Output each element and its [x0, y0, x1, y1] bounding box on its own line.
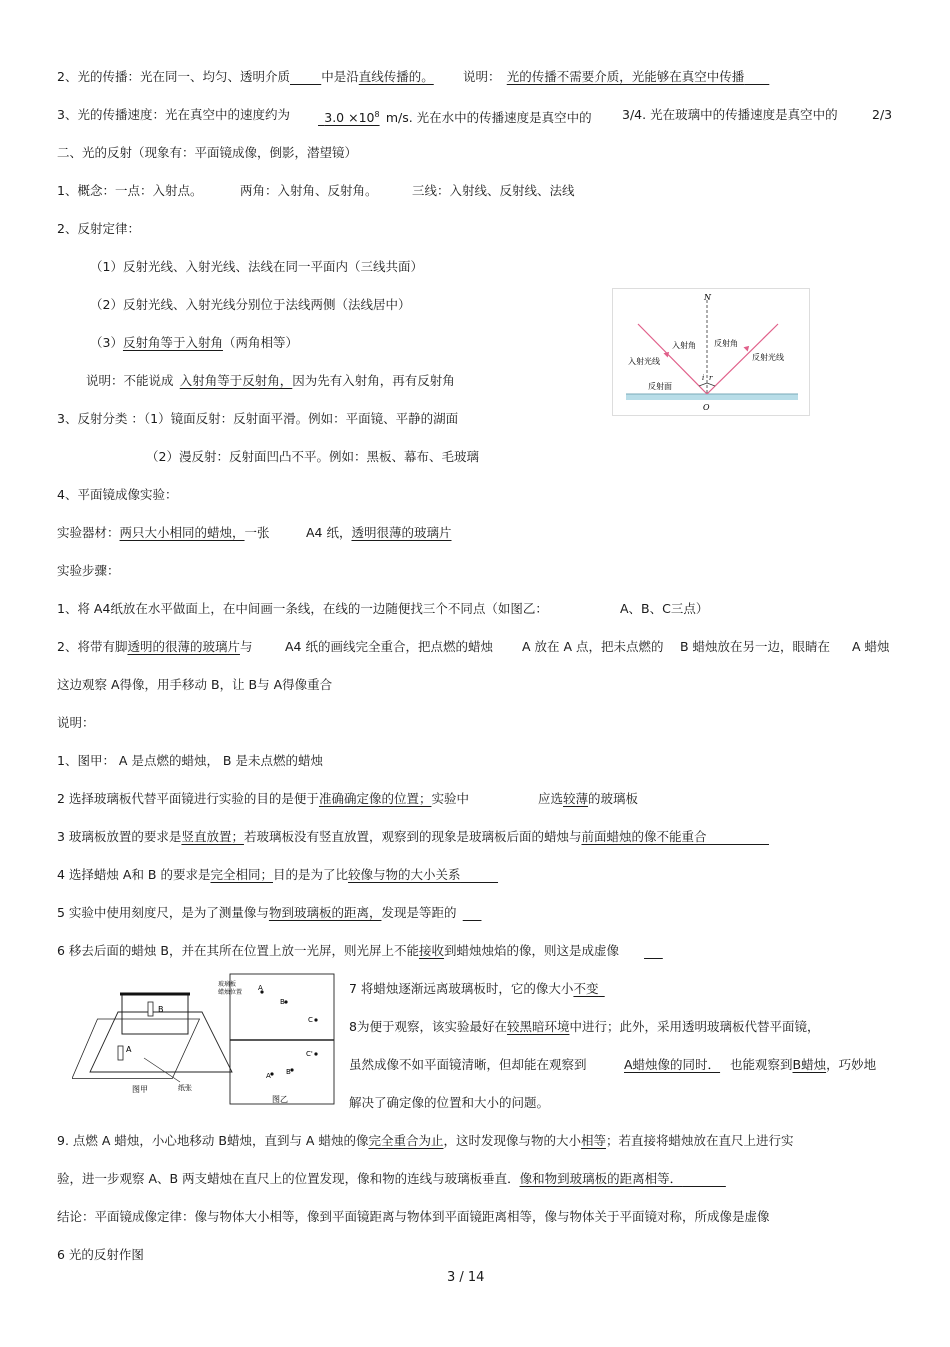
answer: 入射角等于反射角，: [179, 373, 293, 388]
text: 9. 点燃 A 蜡烛，小心地移动 B蜡烛，直到与 A 蜡烛的像: [57, 1133, 369, 1148]
text-line: [349, 1018, 820, 1036]
text-line: [285, 638, 493, 656]
text-line: [624, 1056, 720, 1074]
blank: [644, 943, 663, 958]
text: 因为先有入射角，再有反射角: [292, 373, 455, 388]
reflective-surface: [626, 394, 798, 400]
label-point: A': [266, 1072, 273, 1080]
label-glass: 玻璃板: [218, 981, 237, 988]
text-line: [730, 1056, 876, 1074]
label-pos: 蜡烛位置: [218, 989, 243, 996]
text: A4 纸，: [306, 525, 352, 540]
text: 2/3: [872, 107, 893, 122]
text: 2 选择玻璃板代替平面镜进行实验的目的是便于: [57, 791, 319, 806]
text: 中进行；此外，采用透明玻璃板代替平面镜，: [569, 1019, 820, 1034]
answer: 透明的很薄的玻璃片: [127, 639, 240, 654]
text-line: [57, 866, 498, 884]
reflection-diagram: [612, 288, 810, 416]
candle-b-icon: [148, 1002, 153, 1016]
answer: 不变: [573, 981, 599, 996]
text: 目的是为了比: [273, 867, 349, 882]
text-line: [57, 68, 434, 86]
text-line: [620, 600, 708, 618]
answer: 两只大小相同的蜡烛，: [119, 525, 245, 540]
text-line: 4、平面镜成像实验：: [57, 487, 178, 502]
label-r: r: [709, 374, 713, 382]
answer: $3.0 \times 10^8$: [324, 110, 380, 126]
blank: [744, 69, 769, 84]
paper-top-view: [230, 974, 334, 1104]
label-point: C': [306, 1050, 313, 1058]
blank: [598, 981, 604, 996]
text: ；若直接将蜡烛放在直尺上进行实: [606, 1133, 794, 1148]
answer: 竖直放置；: [181, 829, 244, 844]
text: ，这时发现像与物的大小: [443, 1133, 581, 1148]
text-line: [57, 1170, 726, 1188]
point-b: [284, 1000, 287, 1003]
text-line: [57, 828, 769, 846]
answer: 较薄: [563, 791, 589, 806]
label-incidence-angle: 入射角: [672, 341, 696, 350]
text: （3）: [90, 335, 123, 350]
text-line: [349, 980, 605, 998]
answer: 完全重合为止: [368, 1133, 444, 1148]
answer: 前面蜡烛的像不能重合: [581, 829, 707, 844]
text-line: [538, 790, 638, 808]
text: 1、将 A4纸放在水平做面上，在中间画一条线，在线的一边随便找三个不同点（如图乙：: [57, 601, 548, 616]
point-c-prime: [314, 1052, 317, 1055]
text: 3/4. 光在玻璃中的传播速度是真空中的: [622, 107, 838, 122]
answer: B蜡烛: [792, 1057, 827, 1072]
text: ，巧妙地: [826, 1057, 877, 1072]
glass-plate: [122, 994, 188, 1034]
text-line: [306, 524, 452, 542]
text-line: [522, 638, 664, 656]
text: m/s. 光在水中的传播速度是真空中的: [385, 110, 592, 126]
answer: 较像与物的大小关系: [348, 867, 461, 882]
label-reflection-angle: 反射角: [714, 339, 738, 348]
text-line: [622, 106, 838, 124]
text-line: 1、图甲： A 是点燃的蜡烛， B 是未点燃的蜡烛: [57, 753, 323, 768]
label-point: C: [308, 1016, 313, 1024]
label-a: A: [126, 1045, 132, 1054]
text-line: [57, 790, 469, 808]
text-line: 6 光的反射作图: [57, 1247, 144, 1262]
answer: 接收: [418, 943, 444, 958]
text-line: （2）反射光线、入射光线分别位于法线两侧（法线居中）: [90, 297, 411, 312]
text-line: [90, 334, 298, 352]
answer: 相等: [580, 1133, 606, 1148]
text-line: [57, 182, 202, 200]
answer: 虚像: [594, 943, 620, 958]
candle-a-icon: [118, 1046, 123, 1060]
point-c: [314, 1018, 317, 1021]
label-incident-ray: 入射光线: [628, 357, 660, 366]
answer: 完全相同；: [210, 867, 273, 882]
text: 中是沿: [321, 69, 359, 84]
text: 的玻璃板: [588, 791, 639, 806]
label-b: B: [158, 1005, 164, 1014]
text: 与: [239, 639, 253, 654]
text: A 放在 A 点，把未点燃的: [522, 639, 664, 654]
text: 一张: [244, 525, 270, 540]
text-line: （2）漫反射：反射面凹凸不平。例如：黑板、幕布、毛玻璃: [146, 449, 479, 464]
text: 三线：入射线、反射线、法线: [412, 183, 575, 198]
blank: [461, 867, 499, 882]
text-line: [318, 106, 592, 127]
text: 说明：不能说成: [86, 373, 174, 388]
text: 4 选择蜡烛 A和 B 的要求是: [57, 867, 211, 882]
text: 两角：入射角、反射角。: [240, 183, 378, 198]
text: 应选: [538, 791, 564, 806]
label-point: B': [286, 1068, 293, 1076]
answer: 透明很薄的玻璃片: [351, 525, 452, 540]
blank: [682, 1171, 726, 1186]
text-line: [57, 106, 290, 124]
text-line: 说明：: [57, 715, 95, 730]
caption-right: 图乙: [272, 1095, 288, 1104]
paper-plane: [90, 1012, 232, 1072]
text: （两角相等）: [222, 335, 298, 350]
text: 5 实验中使用刻度尺，是为了测量像与: [57, 905, 269, 920]
label-reflected-ray: 反射光线: [752, 353, 784, 362]
blank: [290, 69, 321, 84]
answer: 准确确定像的位置；: [318, 791, 432, 806]
answer: 像和物到玻璃板的距离相等．: [519, 1171, 683, 1186]
answer: 反射角等于入射角: [122, 335, 223, 350]
text: B 蜡烛放在另一边，眼睛在: [680, 639, 831, 654]
text: 到蜡烛烛焰的像，则这是成: [444, 943, 595, 958]
page-number: 3 / 14: [447, 1270, 485, 1285]
text: 2、光的传播：光在同一、均匀、透明介质: [57, 69, 290, 84]
label-i: i: [702, 374, 705, 382]
label-paper: 纸张: [178, 1084, 192, 1092]
answer: 较黑暗环境: [506, 1019, 570, 1034]
label-surface: 反射面: [648, 382, 672, 391]
text-line: [57, 904, 481, 922]
text: 7 将蜡烛逐渐远离玻璃板时，它的像大小: [349, 981, 574, 996]
text: A4 纸的画线完全重合，把点燃的蜡烛: [285, 639, 493, 654]
text: 1、概念：一点：入射点。: [57, 183, 203, 198]
answer: 光的传播不需要介质，光能够在真空中传播: [506, 69, 745, 84]
text-line: 3、反射分类 ：（1）镜面反射：反射面平滑。例如：平面镜、平静的湖面: [57, 411, 459, 426]
text-line: [872, 106, 892, 124]
text-line: 实验步骤：: [57, 563, 120, 578]
caption-left: 图甲: [132, 1085, 148, 1094]
text: 若玻璃板没有竖直放置，观察到的现象是玻璃板后面的蜡烛与: [243, 829, 582, 844]
text-line: [57, 1132, 794, 1150]
text: 说明：: [463, 69, 501, 84]
text: 3、光的传播速度：光在真空中的速度约为: [57, 107, 290, 122]
text-line: 2、反射定律：: [57, 221, 140, 236]
text: 8为便于观察，该实验最好在: [349, 1019, 507, 1034]
text-line: [57, 600, 548, 618]
text-line: [680, 638, 830, 656]
answer: A蜡烛像的同时．: [624, 1057, 721, 1072]
section-heading: 二、光的反射（现象有：平面镜成像，倒影，潜望镜）: [57, 145, 358, 160]
text-line: [86, 372, 455, 390]
text: 发现是等距的: [381, 905, 457, 920]
text-line: [57, 524, 270, 542]
text-line: [57, 942, 663, 960]
answer: 直线传播的。: [358, 69, 434, 84]
text-line: 这边观察 A得像，用手移动 B，让 B与 A得像重合: [57, 677, 333, 692]
text-line: [412, 182, 575, 200]
text-line: 结论：平面镜成像定律：像与物体大小相等，像到平面镜距离与物体到平面镜距离相等，像与物体关于平面镜对称，所成像是虚像: [57, 1209, 770, 1224]
text: A、B、C三点）: [620, 601, 709, 616]
text: 3 玻璃板放置的要求是: [57, 829, 182, 844]
blank: [706, 829, 769, 844]
text-line: [463, 68, 769, 86]
text-line: [57, 638, 252, 656]
blank: [463, 905, 482, 920]
text: 实验中: [431, 791, 469, 806]
text: 虽然成像不如平面镜清晰，但却能在观察到: [349, 1057, 587, 1072]
text-line: [240, 182, 378, 200]
label-point-o: O: [703, 403, 710, 412]
label-point: B: [280, 998, 285, 1006]
text: 实验器材：: [57, 525, 120, 540]
label-normal: N: [704, 293, 711, 302]
text-line: （1）反射光线、入射光线、法线在同一平面内（三线共面）: [90, 259, 423, 274]
text: 也能观察到: [730, 1057, 793, 1072]
text: 6 移去后面的蜡烛 B，并在其所在位置上放一光屏，则光屏上不能: [57, 943, 419, 958]
text: A 蜡烛: [852, 639, 890, 654]
answer: 物到玻璃板的距离，: [268, 905, 382, 920]
text: 2、将带有脚: [57, 639, 128, 654]
text-line: [852, 638, 890, 656]
label-point: A: [258, 984, 263, 992]
mirror-experiment-diagram: [72, 972, 336, 1108]
text: 验，进一步观察 A、B 两支蜡烛在直尺上的位置发现，像和物的连线与玻璃板垂直．: [57, 1171, 520, 1186]
text-line: [349, 1056, 587, 1074]
text-line: 解决了确定像的位置和大小的问题。: [349, 1095, 550, 1110]
